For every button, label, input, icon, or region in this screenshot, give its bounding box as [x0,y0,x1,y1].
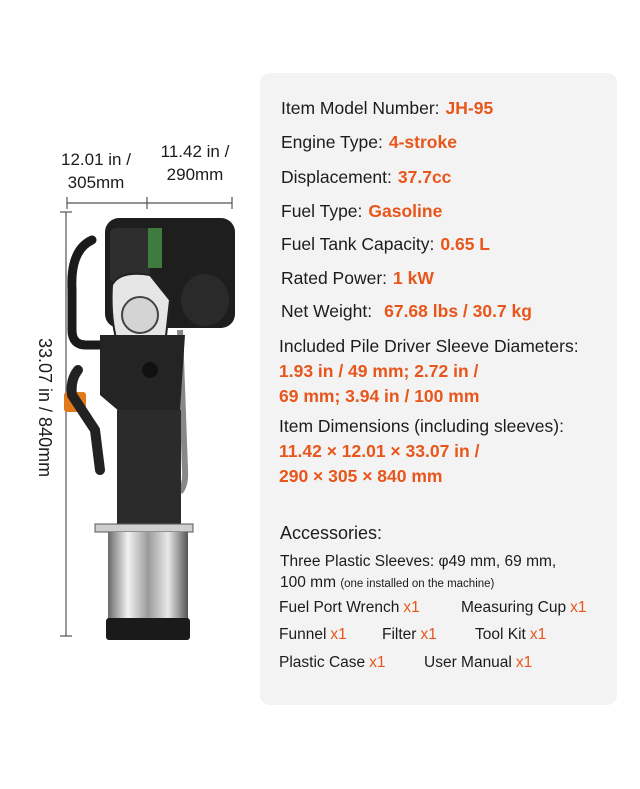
width-line1: 11.42 in / [160,142,230,161]
spec-label: Engine Type: [281,132,383,152]
depth-line1: 12.01 in / [61,150,131,169]
accessory-name: Funnel [279,626,327,643]
height-text: 33.07 in / 840mm [35,338,55,478]
accessory-measuring-cup [461,599,586,617]
sleeves-accessory-line2: 100 mm [280,574,336,591]
accessory-name: Filter [382,626,417,643]
width-line2: 290mm [166,165,224,184]
accessory-filter [382,626,437,644]
accessory-name: Fuel Port Wrench [279,599,400,616]
accessory-name: Measuring Cup [461,599,567,616]
spec-rated-power [281,267,434,290]
spec-fuel-type [281,200,442,223]
accessory-sleeves [280,553,556,592]
spec-model [281,97,493,120]
spec-value: JH-95 [445,98,494,118]
top-dimension-line [67,197,232,209]
spec-value: 37.7cc [397,167,452,187]
accessories-title: Accessories: [280,523,383,543]
accessory-qty: x1 [330,626,347,643]
spec-value: 4-stroke [388,132,457,152]
spec-label: Displacement: [281,167,392,187]
pile-driver-machine [64,218,235,640]
accessory-tool-kit [475,626,546,644]
item-dims-value-line2: 290 × 305 × 840 mm [279,466,443,486]
sleeves-value-line2: 69 mm; 3.94 in / 100 mm [279,386,480,406]
sleeves-accessory-line1: Three Plastic Sleeves: φ49 mm, 69 mm, [280,553,557,570]
spec-fuel-tank [281,233,490,256]
spec-label: Item Model Number: [281,98,440,118]
spec-value: 67.68 lbs / 30.7 kg [384,301,532,321]
accessory-qty: x1 [570,599,587,616]
accessory-name: User Manual [424,654,512,671]
spec-net-weight [281,300,532,323]
accessory-name: Plastic Case [279,654,366,671]
spec-label: Fuel Type: [281,201,363,221]
spec-sleeve-diameters [279,334,609,409]
spec-label: Net Weight: [281,301,373,321]
item-dims-value-line1: 11.42 × 12.01 × 33.07 in / [279,441,480,461]
spec-displacement [281,166,451,189]
accessory-plastic-case [279,654,386,672]
accessory-name: Tool Kit [475,626,526,643]
spec-value: Gasoline [368,201,443,221]
sleeves-label: Included Pile Driver Sleeve Diameters: [279,336,579,356]
sleeves-accessory-note: (one installed on the machine) [340,578,495,590]
accessory-funnel [279,626,347,644]
accessory-qty: x1 [420,626,437,643]
accessory-qty: x1 [529,626,547,643]
accessory-qty: x1 [369,654,386,671]
spec-label: Fuel Tank Capacity: [281,234,435,254]
depth-line2: 305mm [67,173,125,192]
accessory-user-manual [424,654,532,672]
spec-item-dimensions [279,414,609,489]
spec-value: 0.65 L [440,234,490,254]
spec-value: 1 kW [393,268,434,288]
sleeves-value-line1: 1.93 in / 49 mm; 2.72 in / [279,361,479,381]
accessory-qty: x1 [515,654,533,671]
accessory-qty: x1 [403,599,420,616]
spec-label: Rated Power: [281,268,388,288]
item-dims-label: Item Dimensions (including sleeves): [279,416,564,436]
spec-engine [281,131,457,154]
accessory-fuel-port-wrench [279,599,420,617]
